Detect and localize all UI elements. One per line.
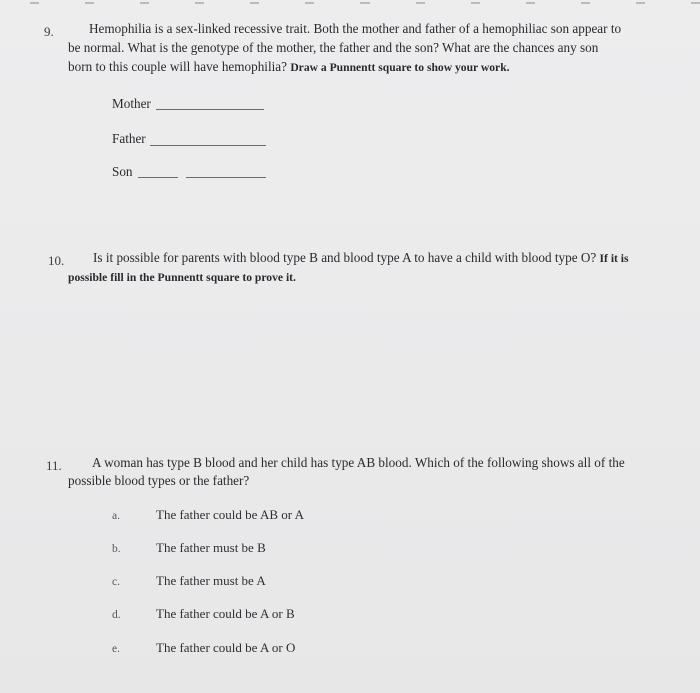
instruction-bold: possible fill in the Punnentt square to prove it.: [68, 271, 296, 284]
instruction-bold: Draw a Punnentt square to show your work.: [290, 61, 510, 74]
question-text: Hemophilia is a sex-linked recessive trait. Both the mother and father of a hemophiliac son appear to: [89, 21, 622, 36]
option-text: The father must be B: [156, 540, 266, 555]
question-text: be normal. What is the genotype of the mother, the father and the son? What are the chances any son: [68, 40, 599, 55]
son-answer-blank-2[interactable]: [186, 177, 266, 178]
father-answer-blank[interactable]: [150, 145, 266, 146]
option-text: The father could be A or O: [156, 640, 296, 655]
instruction-bold: If it is: [599, 252, 629, 265]
question-number: 10.: [48, 253, 65, 268]
option-text: The father could be A or B: [156, 606, 295, 621]
question-text: possible blood types or the father?: [68, 473, 250, 488]
option-letter: e.: [112, 643, 120, 655]
question-text-plain: Is it possible for parents with blood type B and blood type A to have a child with blood type O?: [93, 250, 597, 265]
question-text: A woman has type B blood and her child has type AB blood. Which of the following shows all of the: [92, 455, 625, 470]
question-text: [68, 58, 510, 77]
question-text: [93, 249, 629, 268]
son-answer-blank-1[interactable]: [138, 177, 178, 178]
question-number: 11.: [46, 458, 62, 473]
son-label: Son: [112, 164, 133, 179]
father-label: Father: [112, 131, 146, 146]
option-letter: a.: [112, 510, 120, 522]
question-number: 9.: [44, 24, 54, 39]
option-text: The father must be A: [156, 573, 266, 588]
option-letter: d.: [112, 609, 121, 621]
mother-answer-blank[interactable]: [156, 109, 264, 110]
option-text: The father could be AB or A: [156, 507, 305, 522]
option-letter: b.: [112, 543, 121, 555]
cropped-top-edge: [0, 0, 700, 6]
question-text-plain: born to this couple will have hemophilia?: [68, 59, 288, 74]
mother-label: Mother: [112, 96, 151, 111]
option-letter: c.: [112, 576, 120, 588]
